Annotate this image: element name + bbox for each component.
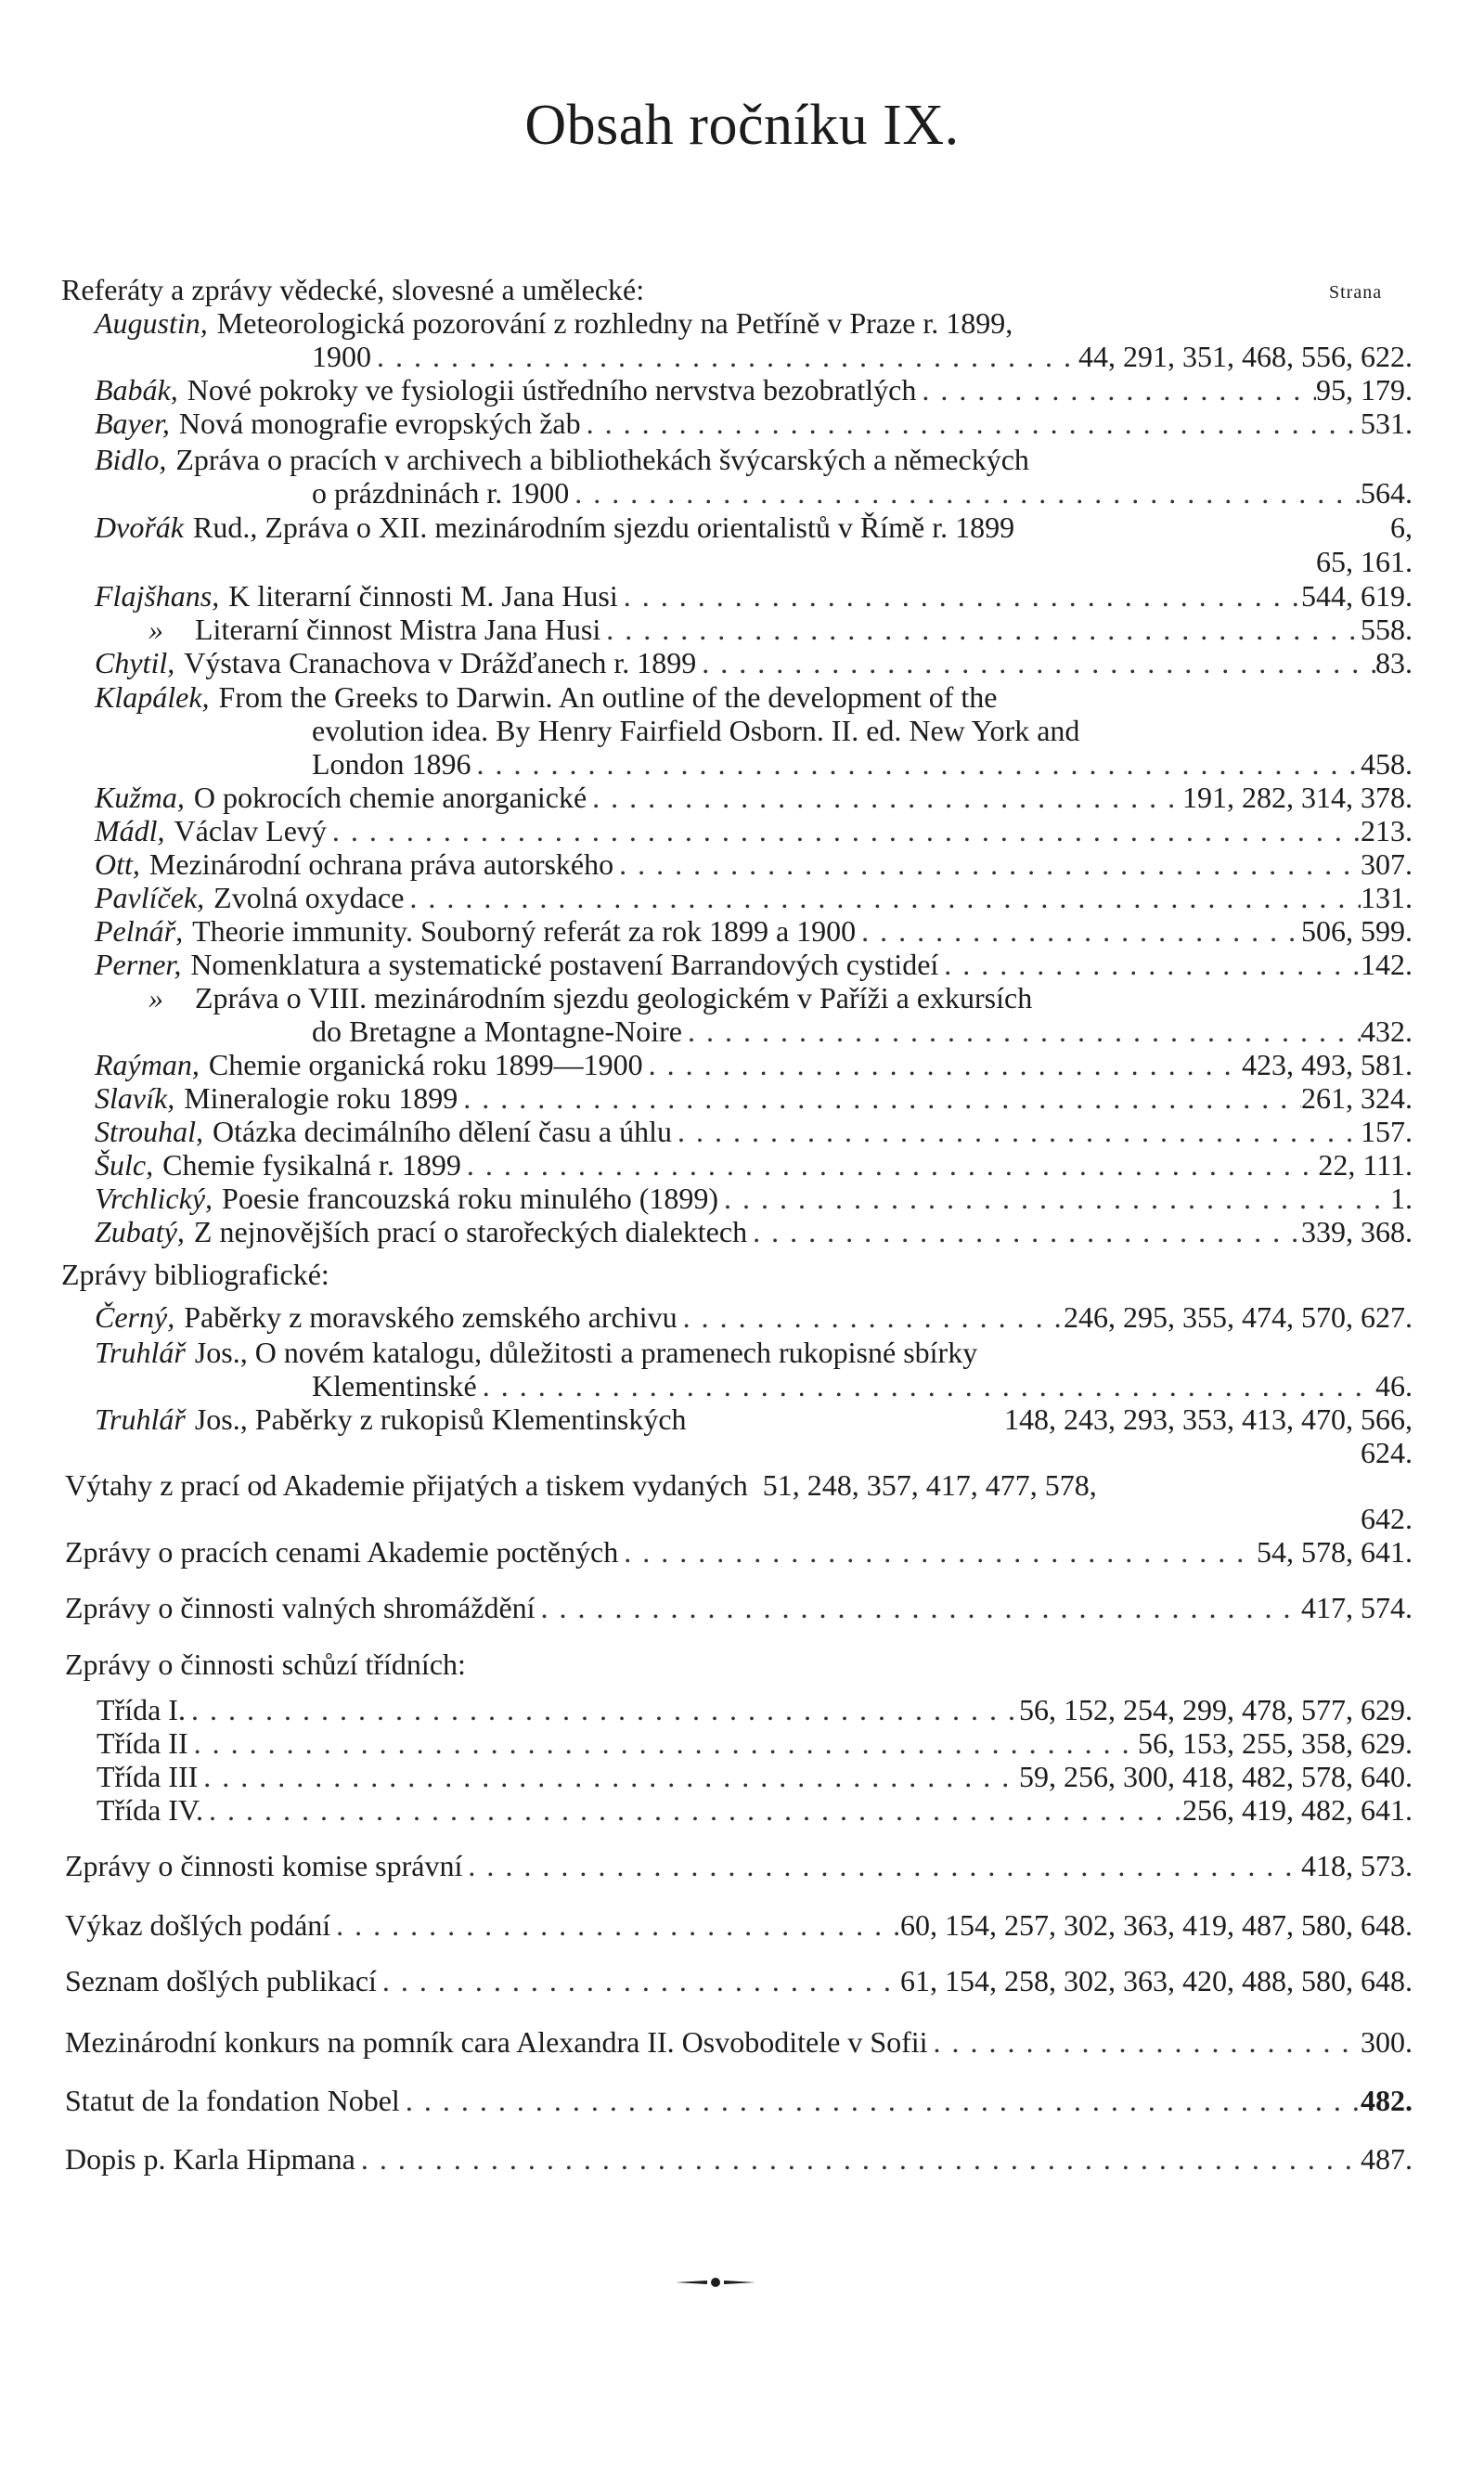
entry-seznam: Seznam došlých publikací . . . 61, 154, 258, 302, 363, 420, 488, 580, 648. xyxy=(65,1962,1413,1999)
entry-zubaty: Zubatý, Z nejnovějších prací o starořeckých dialektech . . . 339, 368. xyxy=(95,1213,1413,1250)
entry-flajshans-2: » Literarní činnost Mistra Jana Husi . . . 558. xyxy=(148,611,1413,648)
entry-rayman: Raýman, Chemie organická roku 1899—1900 . . . 423, 493, 581. xyxy=(95,1046,1413,1083)
entry-valna: Zprávy o činnosti valných shromáždění . . . 417, 574. xyxy=(65,1589,1413,1626)
entry-cerny: Černý, Paběrky z moravského zemského archivu . . . 246, 295, 355, 474, 570, 627. xyxy=(95,1299,1413,1336)
entry-klapalek-line3: London 1896 . . . 458. xyxy=(312,745,1413,782)
entry-perner: Perner, Nomenklatura a systematické postavení Barrandových cystideí . . . 142. xyxy=(95,946,1413,983)
author-augustin: Augustin, xyxy=(95,306,208,340)
entry-klapalek-line1: Klapálek, From the Greeks to Darwin. An outline of the development of the xyxy=(95,680,998,714)
entry-trida-4: Třída IV. . . . 256, 419, 482, 641. xyxy=(97,1791,1413,1828)
section-heading-tridni: Zprávy o činnosti schůzí třídních: xyxy=(65,1648,466,1681)
entry-madl: Mádl, Václav Levý . . . 213. xyxy=(95,812,1413,849)
entry-chytil: Chytil, Výstava Cranachova v Drážďanech r. 1899 . . . 83. xyxy=(95,644,1413,681)
section-heading-bibliograficke: Zprávy bibliografické: xyxy=(61,1258,329,1291)
entry-babak: Babák, Nové pokroky ve fysiologii ústředního nervstva bezobratlých . . . 95, 179. xyxy=(95,371,1413,408)
entry-slavik: Slavík, Mineralogie roku 1899 . . . 261, 324. xyxy=(95,1079,1413,1117)
entry-trida-2: Třída II . . . 56, 153, 255, 358, 629. xyxy=(97,1725,1413,1762)
section-heading-referaty: Referáty a zprávy vědecké, slovesné a umělecké: xyxy=(61,273,645,306)
entry-perner-2-line1: » Zpráva o VIII. mezinárodním sjezdu geologickém v Paříži a exkursích xyxy=(148,981,1033,1014)
entry-augustin-line1: Augustin, Meteorologická pozorování z rozhledny na Petříně v Praze r. 1899, xyxy=(95,306,1013,340)
entry-klapalek-line2: evolution idea. By Henry Fairfield Osborn. II. ed. New York and xyxy=(312,714,1080,747)
entry-strouhal: Strouhal, Otázka decimálního dělení času a úhlu . . . 157. xyxy=(95,1113,1413,1150)
entry-dvorak-line2: 65, 161. xyxy=(1316,545,1413,578)
entry-bidlo-line2: o prázdninách r. 1900 . . . 564. xyxy=(312,474,1413,511)
entry-vrchlicky: Vrchlický, Poesie francouzská roku minulého (1899) . . . 1. xyxy=(95,1180,1413,1217)
entry-truhlar-line1: Truhlář Jos., O novém katalogu, důležitosti a pramenech rukopisné sbírky xyxy=(95,1336,978,1369)
entry-perner-2-line2: do Bretagne a Montagne-Noire . . . 432. xyxy=(312,1013,1413,1050)
entry-flajshans: Flajšhans, K literarní činnosti M. Jana Husi . . . 544, 619. xyxy=(95,577,1413,614)
entry-bayer: Bayer, Nová monografie evropských žab . . . 531. xyxy=(95,405,1413,442)
entry-komise: Zprávy o činnosti komise správní . . . 418, 573. xyxy=(65,1847,1413,1884)
entry-bidlo-line1: Bidlo, Zpráva o pracích v archivech a bibliothekách švýcarských a německých xyxy=(95,443,1029,476)
entry-trida-1: Třída I. . . . 56, 152, 254, 299, 478, 577, 629. xyxy=(97,1691,1413,1728)
entry-ott: Ott, Mezinárodní ochrana práva autorského . . . 307. xyxy=(95,846,1413,883)
entry-pavlicek: Pavlíček, Zvolná oxydace . . . 131. xyxy=(95,879,1413,916)
page-title: Obsah ročníku IX. xyxy=(524,94,960,157)
entry-trida-3: Třída III . . . 59, 256, 300, 418, 482, 578, 640. xyxy=(97,1758,1413,1795)
entry-pelnar: Pelnář, Theorie immunity. Souborný referát za rok 1899 a 1900 . . . 506, 599. xyxy=(95,912,1413,950)
entry-truhlar-2-line1: Truhlář Jos., Paběrky z rukopisů Klementinských 148, 243, 293, 353, 413, 470, 566, xyxy=(95,1402,1413,1436)
entry-kuzma: Kužma, O pokrocích chemie anorganické . . . 191, 282, 314, 378. xyxy=(95,779,1413,816)
entry-sulc: Šulc, Chemie fysikalná r. 1899 . . . 22, 111. xyxy=(95,1146,1413,1183)
entry-vykaz: Výkaz došlých podání . . . 60, 154, 257, 302, 363, 419, 487, 580, 648. xyxy=(65,1906,1413,1944)
entry-dopis: Dopis p. Karla Hipmana . . . 487. xyxy=(65,2140,1413,2177)
entry-truhlar-2-line2: 624. xyxy=(1361,1436,1413,1469)
entry-augustin-line2: 1900 . . . 44, 291, 351, 468, 556, 622. xyxy=(312,338,1413,375)
ornament-divider xyxy=(674,2276,757,2289)
entry-vytahy-line2: 642. xyxy=(1361,1502,1413,1535)
entry-ceny: Zprávy o pracích cenami Akademie poctěných . . . 54, 578, 641. xyxy=(65,1533,1413,1570)
entry-truhlar-line2: Klementinské . . . 46. xyxy=(312,1367,1413,1404)
entry-statut: Statut de la fondation Nobel . . . 482. xyxy=(65,2082,1413,2119)
entry-vytahy-line1: Výtahy z prací od Akademie přijatých a tiskem vydaných 51, 248, 357, 417, 477, 578, xyxy=(65,1468,1097,1502)
entry-dvorak-line1: Dvořák Rud., Zpráva o XII. mezinárodním sjezdu orientalistů v Římě r. 1899 6, xyxy=(95,510,1413,544)
entry-konkurs: Mezinárodní konkurs na pomník cara Alexandra II. Osvoboditele v Sofii . . . 300. xyxy=(65,2023,1413,2061)
strana-label: Strana xyxy=(1329,282,1383,303)
